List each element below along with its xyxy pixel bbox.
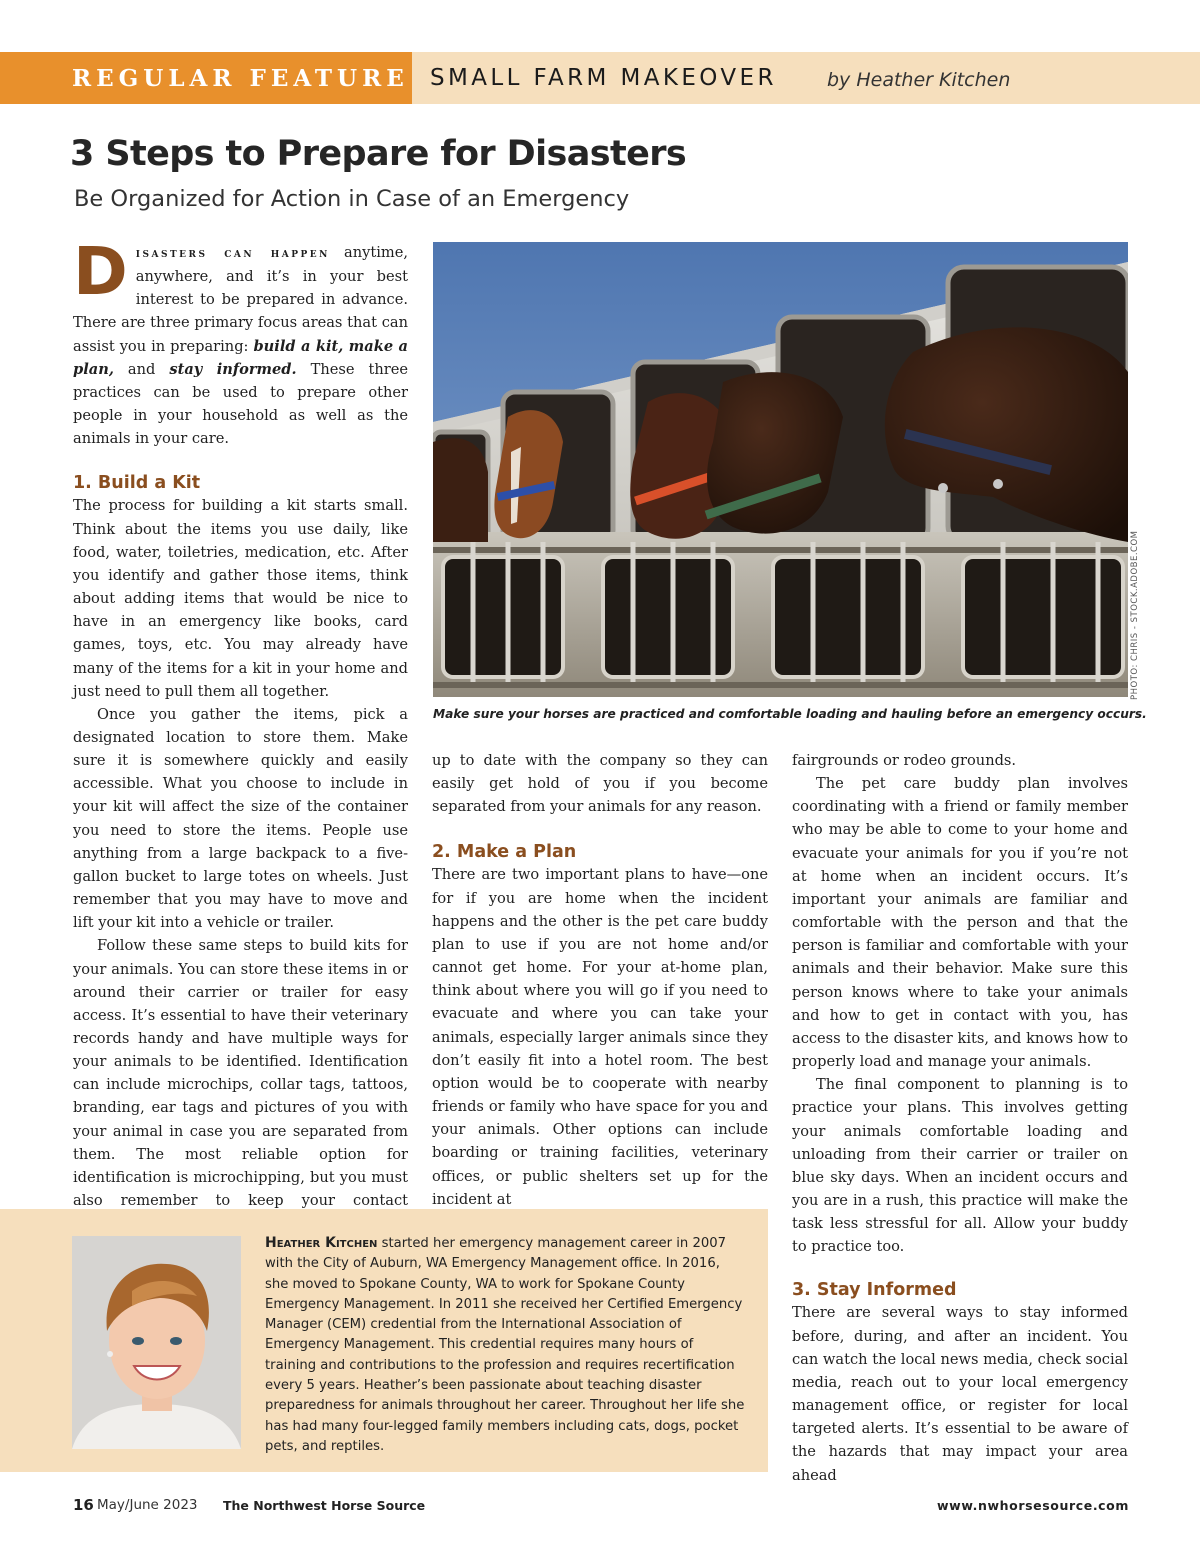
issue-date: May/June 2023	[97, 1497, 198, 1513]
section-label: REGULAR FEATURE	[72, 65, 409, 92]
intro-text-1: anytime, anywhere, and it’s in your best interest to be prepared in advance. There are three primary focus areas that can assist you in preparing:	[73, 244, 408, 355]
body-paragraph-continued: up to date with the company so they can easily get hold of you if you become separated from your animals for any reason.	[432, 752, 768, 816]
text-column-2	[432, 749, 768, 1211]
intro-emphasis-2: stay informed.	[169, 360, 297, 378]
author-portrait	[72, 1236, 241, 1449]
series-title: SMALL FARM MAKEOVER	[430, 65, 777, 91]
horses-trailer-photo	[433, 242, 1128, 697]
intro-text-2: and	[113, 360, 170, 378]
article-subtitle: Be Organized for Action in Case of an Emergency	[74, 186, 630, 212]
body-paragraph-continued: fairgrounds or rodeo grounds.	[792, 752, 1017, 769]
body-paragraph: There are several ways to stay informed before, during, and after an incident. You can watch the local news media, check social media, reach out to your local emergency management office, or register for local targeted alerts. It’s essential to be aware of the hazards that may impact your area ahead	[792, 1304, 1128, 1484]
photo-caption: Make sure your horses are practiced and comfortable loading and hauling before an emergency occurs.	[433, 707, 1147, 721]
section-heading-stay-informed: 3. Stay Informed	[792, 1280, 957, 1301]
feature-header-bar	[0, 52, 1200, 104]
body-paragraph: There are two important plans to have—one for if you are home when the incident happens and the other is the pet care buddy plan to use if you are not home and/or cannot get home. For your at-home plan, think about where you will go if you need to evacuate and where you can take your animals, especially larger animals since they don’t easily fit into a hotel room. The best option would be to cooperate with nearby friends or family who have space for you and your animals. Other options can include boarding or training facilities, veterinary offices, or public shelters set up for the incident at	[432, 866, 768, 1208]
author-bio-text	[265, 1233, 745, 1457]
author-bio-body: started her emergency management career in 2007 with the City of Auburn, WA Emergency Management office. In 2016, she moved to Spokane County, WA to work for Spokane County Emergency Management. In 2011 she received her Certified Emergency Manager (CEM) credential from the International Association of Emergency Management. This credential requires many hours of training and contributions to the profession and requires recertification every 5 years. Heather’s been passionate about teaching disaster preparedness for animals throughout her career. Throughout her life she has had many four-legged family members including cats, dogs, pocket pets, and reptiles.	[265, 1236, 745, 1454]
text-column-3	[792, 749, 1128, 1487]
intro-text-3: These three practices can be used to prepare other people in your household as well as the animals in your care.	[73, 360, 408, 448]
body-paragraph: Follow these same steps to build kits for your animals. You can store these items in or around their carrier or trailer for easy access. It’s essential to have their veterinary records handy and have multiple ways for your animals to be identified. Identification can include microchips, collar tags, tattoos, branding, ear tags and pictures of you with your animal in case you are separated from them. The most reliable option for identification is microchipping, but you must also remember to keep your contact	[73, 937, 408, 1210]
author-portrait-illustration	[72, 1236, 241, 1449]
body-paragraph: Once you gather the items, pick a designated location to store them. Make sure it is somewhere quickly and easily accessible. What you choose to include in your kit will affect the size of the container you need to store the items. People use anything from a large backpack to a five-gallon bucket to large totes on wheels. Just remember that you may have to move and lift your kit into a vehicle or trailer.	[73, 705, 408, 932]
drop-cap: D	[73, 233, 128, 310]
body-paragraph: The final component to planning is to practice your plans. This involves getting your animals comfortable loading and unloading from their carrier or trailer on blue sky days. When an incident occurs and you are in a rush, this practice will make the task less stressful for all. Allow your buddy to practice too.	[792, 1076, 1128, 1256]
byline: by Heather Kitchen	[827, 69, 1011, 91]
page-number: 16	[73, 1496, 94, 1514]
page-footer	[73, 1496, 1129, 1516]
photo-credit: PHOTO: CHRIS - STOCK.ADOBE.COM	[1130, 530, 1140, 700]
intro-smallcaps: isasters can happen	[135, 245, 330, 261]
text-column-1	[73, 233, 408, 1235]
section-heading-make-plan: 2. Make a Plan	[432, 842, 577, 863]
body-paragraph: The pet care buddy plan involves coordinating with a friend or family member who may be able to come to your home and evacuate your animals for you if you’re not at home when an incident occurs. It’s important your animals are familiar and comfortable with the person and that the person is familiar and comfortable with your animals and their behavior. Make sure this person knows where to take your animals and how to get in contact with you, has access to the disaster kits, and knows how to properly load and manage your animals.	[792, 775, 1128, 1071]
intro-emphasis-1: build a kit, make a plan,	[73, 337, 408, 378]
article-title: 3 Steps to Prepare for Disasters	[70, 134, 687, 174]
author-bio-box	[0, 1209, 768, 1472]
intro-paragraph	[73, 233, 408, 450]
series-label-box	[412, 52, 1200, 104]
magazine-name: The Northwest Horse Source	[223, 1498, 426, 1513]
section-heading-build-kit: 1. Build a Kit	[73, 473, 201, 494]
body-paragraph: The process for building a kit starts small. Think about the items you use daily, like food, water, toiletries, medication, etc. After you identify and gather those items, think about adding items that would be nice to have in an emergency like books, card games, toys, etc. You may already have many of the items for a kit in your home and just need to pull them all together.	[73, 497, 408, 700]
website-url: www.nwhorsesource.com	[937, 1498, 1129, 1513]
author-name: Heather Kitchen	[265, 1235, 378, 1251]
horses-illustration	[433, 242, 1128, 697]
section-label-box	[0, 52, 412, 104]
